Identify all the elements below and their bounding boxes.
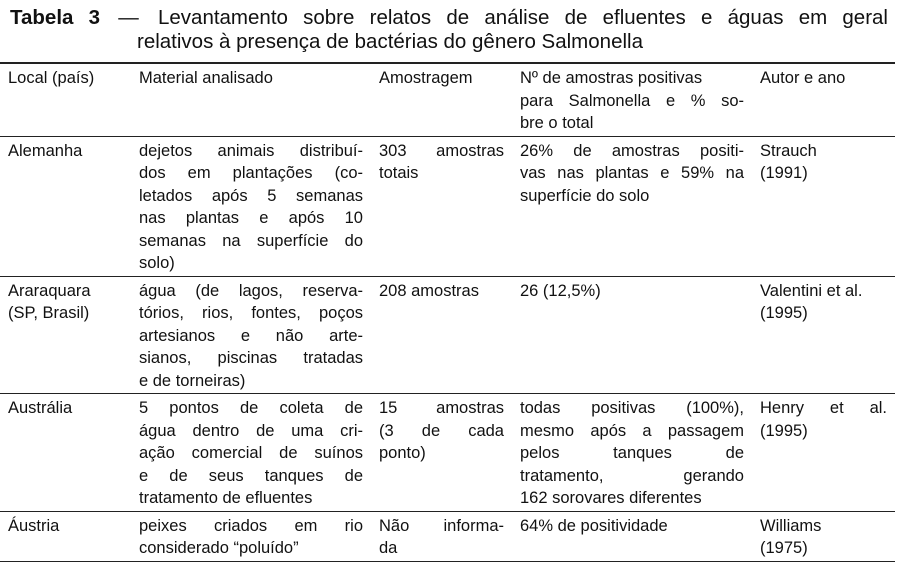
cell-line: Valentini et al. (760, 281, 863, 300)
cell-line: Williams (760, 516, 822, 535)
header-local (0, 63, 131, 136)
cell-line: ação comercial de suínos (139, 444, 363, 462)
cell-line: pelos tanques de (520, 444, 744, 462)
header-positivas (512, 63, 752, 136)
cell-line: semanas na superfície do (139, 231, 363, 250)
cell-line: (3 de cada (379, 421, 504, 440)
cell-line: e de seus tanques de (139, 466, 363, 485)
cell-positivas (512, 394, 752, 512)
cell-positivas (512, 136, 752, 276)
cell-line: (1991) (760, 164, 808, 182)
cell-line: (1995) (760, 304, 808, 322)
header-positivas-line: bre o total (520, 114, 594, 132)
header-autor-text: Autor e ano (760, 69, 846, 87)
cell-line: tratamento de efluentes (139, 489, 313, 507)
table-row (0, 511, 895, 561)
table-caption (10, 6, 888, 54)
cell-line: solo) (139, 254, 175, 272)
table-row (0, 394, 895, 512)
cell-local (0, 511, 131, 561)
cell-line: superfície do solo (520, 186, 650, 205)
cell-local (0, 394, 131, 512)
header-positivas-line: Nº de amostras positivas (520, 69, 703, 87)
cell-line: e de torneiras) (139, 371, 246, 390)
cell-line: sianos, piscinas tratadas (139, 349, 363, 367)
cell-line: Alemanha (8, 141, 83, 160)
cell-line: dos em plantações (co- (139, 164, 363, 182)
cell-autor (752, 136, 895, 276)
cell-amostragem (371, 394, 512, 512)
cell-line: 15 amostras (379, 399, 504, 417)
cell-line: Henry et al. (760, 399, 887, 417)
cell-local (0, 136, 131, 276)
cell-line: 208 amostras (379, 281, 479, 300)
cell-line: (SP, Brasil) (8, 304, 90, 322)
cell-autor (752, 511, 895, 561)
header-amostragem-text: Amostragem (379, 69, 473, 87)
cell-line: tórios, rios, fontes, poços (139, 304, 363, 322)
header-positivas-line: para Salmonella e % so- (520, 91, 744, 110)
cell-line: artesianos e não arte- (139, 326, 363, 345)
header-material-text: Material analisado (139, 69, 273, 87)
cell-amostragem (371, 511, 512, 561)
cell-amostragem (371, 136, 512, 276)
caption-label: Tabela 3 (10, 6, 101, 29)
cell-line: 26 (12,5%) (520, 281, 601, 300)
cell-line: 26% de amostras positi- (520, 141, 744, 160)
cell-line: mesmo após a passagem (520, 421, 744, 440)
cell-line: vas nas plantas e 59% na (520, 164, 744, 182)
table-row (0, 276, 895, 394)
cell-material (131, 394, 371, 512)
cell-line: todas positivas (100%), (520, 399, 744, 417)
cell-line: água dentro de uma cri- (139, 421, 363, 440)
caption-title-1: Levantamento sobre relatos de análise de efluentes e águas em geral (157, 6, 888, 29)
cell-line: ponto) (379, 444, 426, 462)
cell-material (131, 136, 371, 276)
cell-line: 162 sorovares diferentes (520, 489, 702, 507)
header-autor (752, 63, 895, 136)
cell-line: (1975) (760, 539, 808, 557)
header-row (0, 63, 895, 136)
cell-line: água (de lagos, reserva- (139, 281, 363, 300)
cell-line: 303 amostras (379, 141, 504, 160)
cell-line: 64% de positividade (520, 516, 668, 535)
header-amostragem (371, 63, 512, 136)
cell-line: 5 pontos de coleta de (139, 399, 363, 417)
cell-autor (752, 276, 895, 394)
cell-line: Áustria (8, 516, 60, 535)
cell-material (131, 276, 371, 394)
cell-line: peixes criados em rio (139, 516, 363, 535)
cell-line: dejetos animais distribuí- (139, 141, 363, 160)
caption-dash: — (118, 6, 139, 29)
cell-autor (752, 394, 895, 512)
cell-line: tratamento, gerando (520, 466, 744, 485)
cell-line: (1995) (760, 421, 808, 440)
caption-title-2: relativos à presença de bactérias do gênero Salmonella (137, 30, 643, 53)
cell-amostragem (371, 276, 512, 394)
cell-line: Strauch (760, 141, 817, 160)
caption-line-2 (10, 30, 888, 54)
header-material (131, 63, 371, 136)
cell-local (0, 276, 131, 394)
cell-line: da (379, 539, 398, 557)
caption-line-1 (10, 6, 888, 30)
data-table (0, 62, 895, 562)
cell-line: nas plantas e após 10 (139, 209, 363, 227)
cell-positivas (512, 276, 752, 394)
cell-material (131, 511, 371, 561)
table-row (0, 136, 895, 276)
cell-line: totais (379, 164, 419, 182)
cell-line: Austrália (8, 399, 73, 417)
cell-line: Araraquara (8, 281, 91, 300)
cell-positivas (512, 511, 752, 561)
cell-line: letados após 5 semanas (139, 186, 363, 205)
cell-line: considerado “poluído” (139, 539, 299, 557)
header-local-text: Local (país) (8, 69, 95, 87)
cell-line: Não informa- (379, 516, 504, 535)
